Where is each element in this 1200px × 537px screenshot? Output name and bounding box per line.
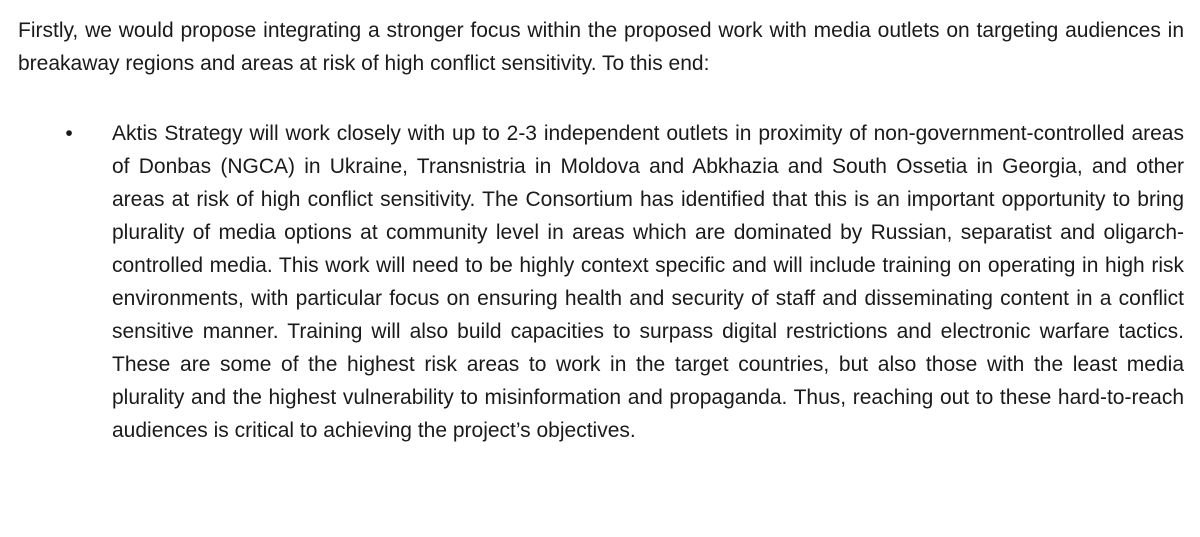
bullet-marker: •: [65, 122, 73, 145]
intro-paragraph: Firstly, we would propose integrating a stronger focus within the proposed work with media outlets on targeting audiences in breakaway regions and areas at risk of high conflict sensitivity. To this end:: [18, 19, 1184, 75]
bullet-paragraph: Aktis Strategy will work closely with up to 2-3 independent outlets in proximity of non-government-controlled areas of Donbas (NGCA) in Ukraine, Transnistria in Moldova and Abkhazia and South Ossetia in Georgia, and other areas at risk of high conflict sensitivity. The Consortium has identified that this is an important opportunity to bring plurality of media options at community level in areas which are dominated by Russian, separatist and oligarch-controlled media. This work will need to be highly context specific and will include training on operating in high risk environments, with particular focus on ensuring health and security of staff and disseminating content in a conflict sensitive manner. Training will also build capacities to surpass digital restrictions and electronic warfare tactics. These are some of the highest risk areas to work in the target countries, but also those with the least media plurality and the highest vulnerability to misinformation and propaganda. Thus, reaching out to these hard-to-reach audiences is critical to achieving the project’s objectives.: [112, 122, 1184, 442]
